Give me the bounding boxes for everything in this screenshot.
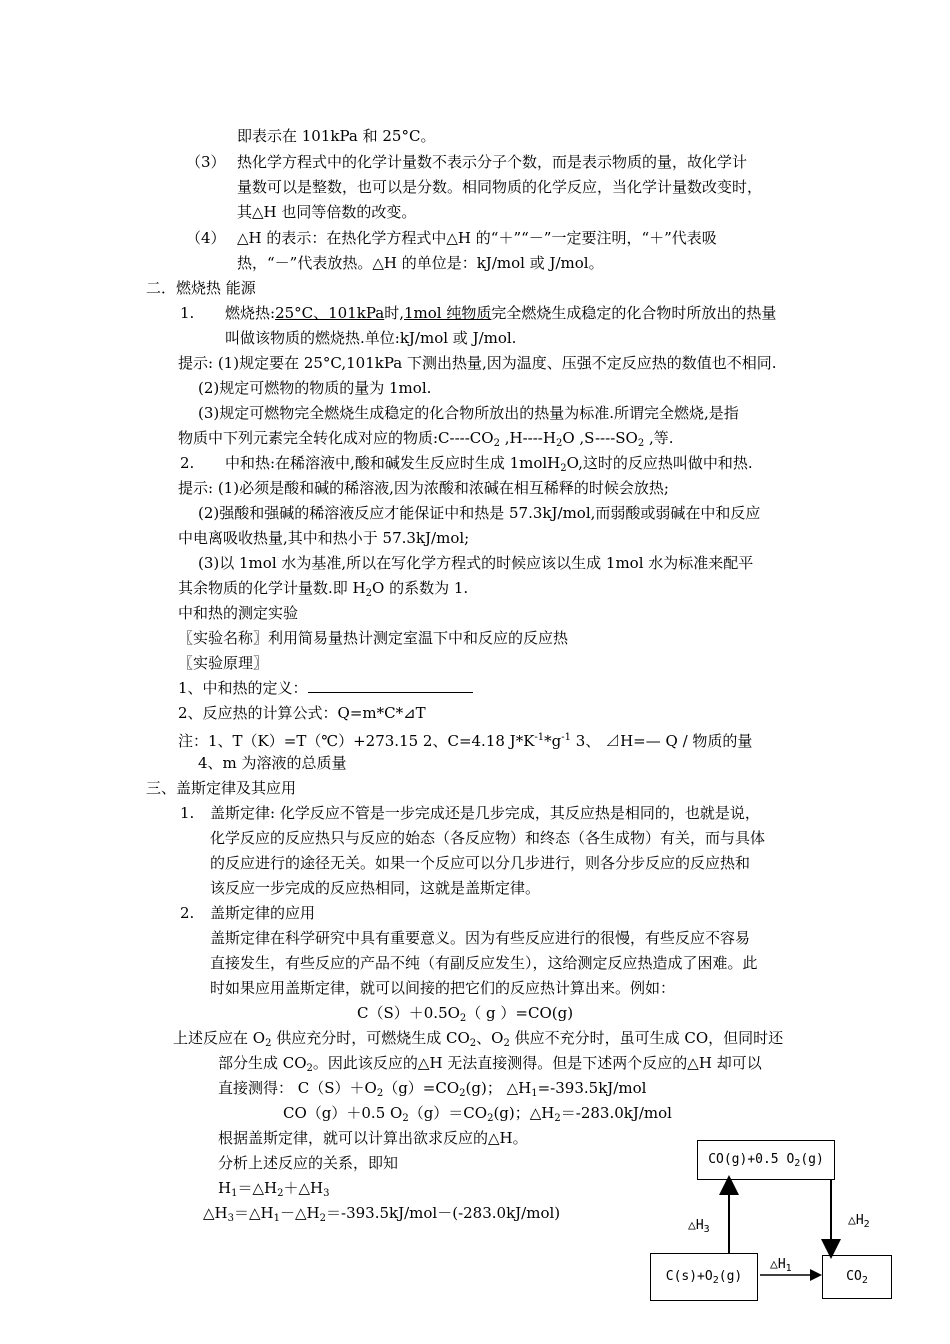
text-line: 中电离吸收热量,其中和热小于 57.3kJ/mol; [178, 529, 470, 547]
text-line: 根据盖斯定律，就可以计算出欲求反应的△H。 [218, 1129, 528, 1147]
section-heading: 三、盖斯定律及其应用 [146, 779, 297, 797]
item-number: （3） [186, 153, 226, 171]
label-delta-h1: $\triangle H_1$ [770, 1257, 792, 1274]
text-line: 注：1、T（K）=T（℃）+273.15 2、C=4.18 $J*K^{-1}*g^{-1}$ 3、 ⊿H=— Q / 物质的量 [178, 732, 753, 750]
item-number: 2. [180, 904, 195, 922]
text-line: 燃烧热:25°C、101kPa时,1mol 纯物质完全燃烧生成稳定的化合物时所放出的热量 [225, 304, 777, 322]
text-line: 即表示在 101kPa 和 25°C。 [237, 127, 436, 145]
text-line: 的反应进行的途径无关。如果一个反应可以分几步进行，则各分步反应的反应热和 [210, 854, 751, 872]
label-delta-h3: $\triangle H_3$ [688, 1218, 710, 1235]
equation: $C(S)+0.5O_2$（ g ）=CO(g) [357, 1004, 574, 1024]
text-line: 盖斯定律在科学研究中具有重要意义。因为有些反应进行的很慢，有些反应不容易 [210, 929, 751, 947]
text-line: 〖实验原理〗 [178, 654, 269, 672]
text-line: 分析上述反应的关系，即知 [218, 1154, 399, 1172]
text-line: 量数可以是整数，也可以是分数。相同物质的化学反应，当化学计量数改变时， [237, 178, 763, 196]
text-line: 热，“－”代表放热。△H 的单位是：kJ/mol 或 J/mol。 [237, 254, 604, 272]
box-co2: $CO_2$ [822, 1255, 892, 1299]
text-line: 其余物质的化学计量数.即 $H_2O$ 的系数为 1. [178, 579, 469, 599]
section-heading: 二．燃烧热 能源 [146, 279, 256, 297]
item-number: 1. [180, 304, 195, 322]
text-line: (2)强酸和强碱的稀溶液反应才能保证中和热是 57.3kJ/mol,而弱酸或弱碱在中和反应 [198, 504, 761, 522]
text-line: (3)以 1mol 水为基准,所以在写化学方程式的时候应该以生成 1mol 水为标准来配平 [198, 554, 754, 572]
text-line: (3)规定可燃物完全燃烧生成稳定的化合物所放出的热量为标准.所谓完全燃烧,是指 [198, 404, 739, 422]
text-line: 化学反应的反应热只与反应的始态（各反应物）和终态（各生成物）有关，而与具体 [210, 829, 766, 847]
text-line: 中和热:在稀溶液中,酸和碱发生反应时生成 1molH$_2$O,这时的反应热叫做中和热. [225, 454, 753, 474]
text-line: △H 的表示：在热化学方程式中△H 的“＋”“－”一定要注明，“＋”代表吸 [237, 229, 717, 247]
text-line: 该反应一步完成的反应热相同，这就是盖斯定律。 [210, 879, 541, 897]
text-line: 盖斯定律的应用 [210, 904, 316, 922]
item-number: 1. [180, 804, 195, 822]
equation: $\triangle H_3=\triangle H_1-\triangle H_2=-393.5kJ/mol-(-283.0kJ/mol)$ [203, 1204, 561, 1224]
text-line: 直接发生，有些反应的产品不纯（有副反应发生），这给测定反应热造成了困难。此 [210, 954, 758, 972]
box-c-plus-o2: $C(s)+O_2(g)$ [650, 1253, 758, 1301]
box-co-plus-o2: CO(g)+0.5 $O_2(g)$ [697, 1140, 835, 1180]
text-line: 1、中和热的定义： [178, 678, 473, 698]
equation: 直接测得： $C(S)+O_2(g)=CO_2(g)$； $\triangle H_1=-393.5kJ$/mol [218, 1079, 647, 1099]
text-line: 〖实验名称〗利用简易量热计测定室温下中和反应的反应热 [178, 629, 569, 647]
text-line: 其△H 也同等倍数的改变。 [237, 203, 417, 221]
equation: CO（g）＋0.5 $O_2(g)=CO_2(g)$；$\triangle H_2=-283.0kJ$/mol [283, 1104, 672, 1124]
label-delta-h2: $\triangle H_2$ [848, 1213, 870, 1230]
text-line: 提示: (1)规定要在 25°C,101kPa 下测出热量,因为温度、压强不定反应热的数值也不相同. [178, 354, 777, 372]
text-line: 提示: (1)必须是酸和碱的稀溶液,因为浓酸和浓碱在相互稀释的时候会放热; [178, 479, 669, 497]
text-line: 盖斯定律: 化学反应不管是一步完成还是几步完成，其反应热是相同的，也就是说， [210, 804, 760, 822]
text-line: 时如果应用盖斯定律，就可以间接的把它们的反应热计算出来。例如： [210, 979, 676, 997]
text-line: 2、反应热的计算公式：Q=m*C*⊿T [178, 704, 426, 722]
item-number: （4） [186, 229, 226, 247]
text-line: 叫做该物质的燃烧热.单位:kJ/mol 或 J/mol. [225, 329, 517, 347]
text-line: (2)规定可燃物的物质的量为 1mol. [198, 379, 432, 397]
equation: $H_1=\triangle H_2+\triangle H_3$ [218, 1179, 330, 1199]
text-line: 4、m 为溶液的总质量 [198, 754, 347, 772]
text-line: 中和热的测定实验 [178, 604, 299, 622]
text-line: 上述反应在 $O_2$ 供应充分时，可燃烧生成 $CO_2$、$O_2$ 供应不充分时，虽可生成 CO，但同时还 [173, 1029, 784, 1049]
text-line: 热化学方程式中的化学计量数不表示分子个数，而是表示物质的量，故化学计 [237, 153, 748, 171]
answer-blank [308, 678, 473, 693]
text-line: 物质中下列元素完全转化成对应的物质$:C----CO_2$ $,H----H_2O$ $,S----SO_2$ ,等. [178, 429, 674, 449]
text-line: 部分生成 $CO_2$。因此该反应的△H 无法直接测得。但是下述两个反应的△H 却可以 [218, 1054, 762, 1074]
item-number: 2. [180, 454, 195, 472]
